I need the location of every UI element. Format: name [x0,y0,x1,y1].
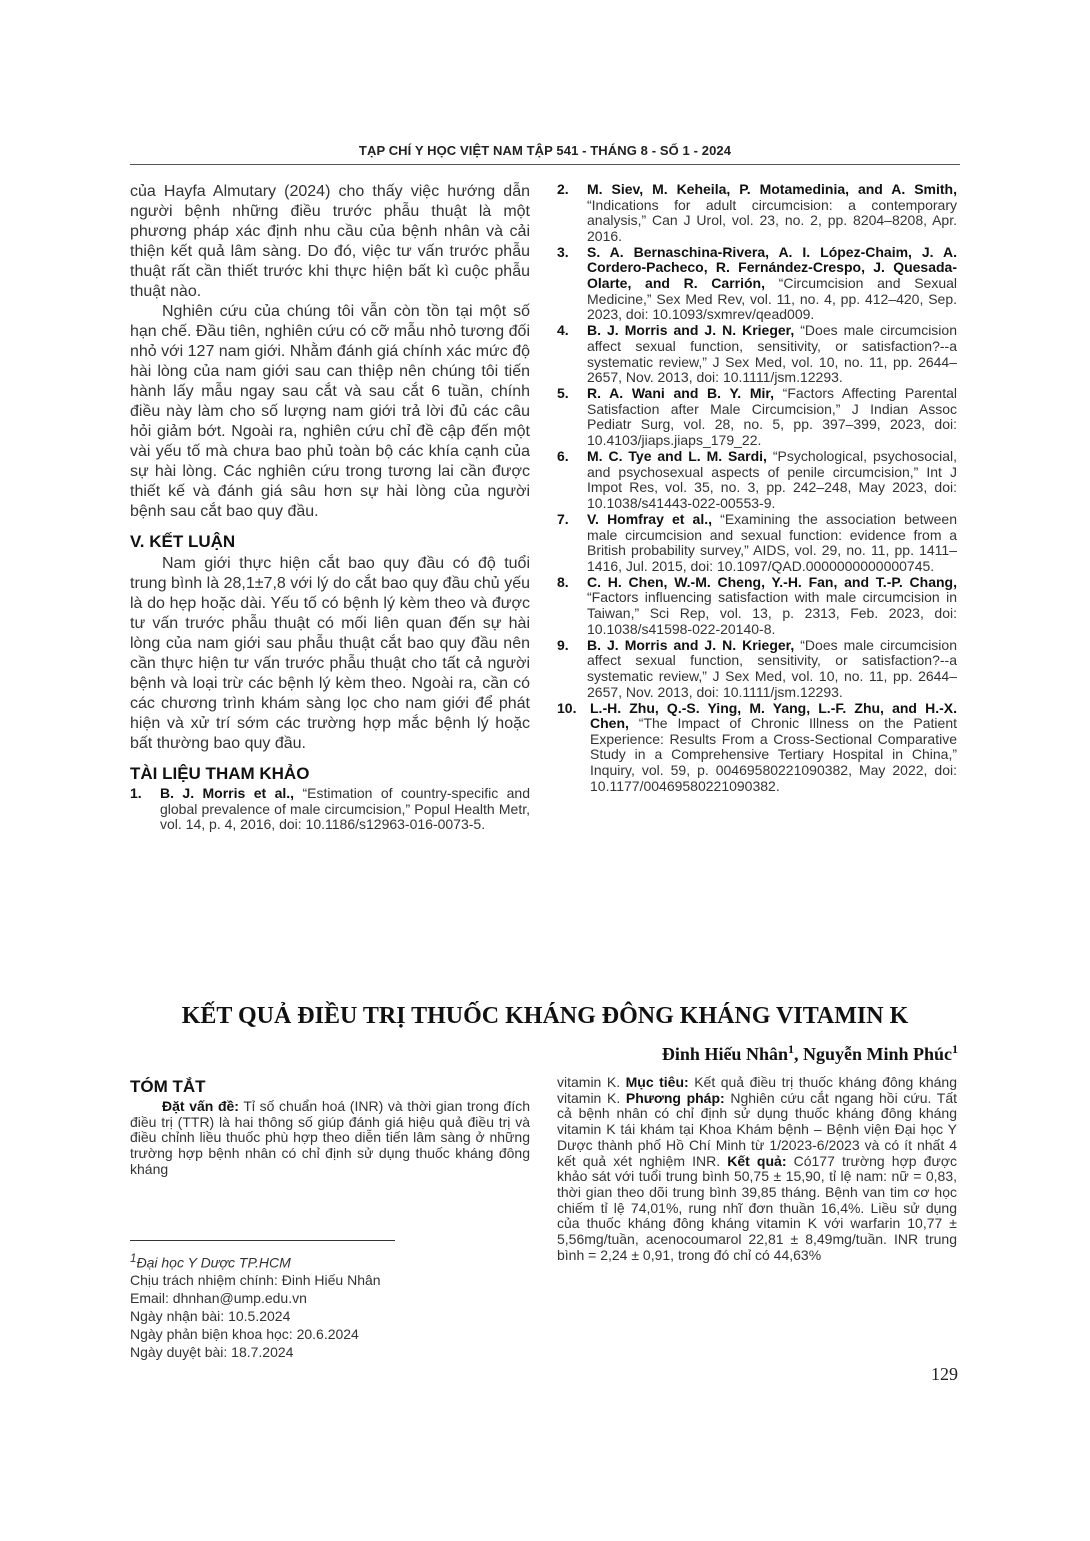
reference-list-left [130,786,530,833]
reference-number: 2. [557,181,569,197]
reference-authors: M. Siev, M. Keheila, P. Motamedinia, and A. Smith, [587,181,957,197]
reference-list-right [557,182,957,794]
reference-authors: V. Homfray et al., [587,510,713,527]
body-paragraph-2: Nghiên cứu của chúng tôi vẫn còn tồn tại một số hạn chế. Đầu tiên, nghiên cứu có cỡ mẫu nhỏ tương đối nhỏ với 127 nam giới. Nhằm đánh giá chính xác mức độ hài lòng của nam giới sau can thiệp nên chúng tôi tiến hành lấy mẫu ngay sau cắt và sau cắt 6 tuần, chính điều này làm cho số lượng nam giới trả lời đủ các câu hỏi giảm bớt. Ngoài ra, nghiên cứu chỉ đề cập đến một vài yếu tố mà chưa bao phủ toàn bộ các khía cạnh của sự hài lòng. Các nghiên cứu trong tương lai cần được thiết kế và đánh giá sâu hơn sự hài lòng của người bệnh sau cắt bao quy đầu. [130,303,530,520]
footnote-received: Ngày nhận bài: 10.5.2024 [130,1308,291,1325]
abstract-left [130,1077,530,1178]
reference-number: 3. [557,243,569,260]
abstract-text: vitamin K. [557,1074,626,1090]
reference-authors: B. J. Morris and J. N. Krieger, [587,322,795,339]
reference-item [557,575,957,637]
abstract-label: Phương pháp: [625,1089,725,1106]
body-paragraph-1: của Hayfa Almutary (2024) cho thấy việc hướng dẫn người bệnh những điều trước phẫu thuật là một phương pháp xác định nhu cầu của bệnh nhân và cải thiện kết quả lâm sàng. Do đó, việc tư vấn trước phẫu thuật rất cần thiết trước khi thực hiện bất kì cuộc phẫu thuật nào. [130,183,530,300]
reference-text: “The Impact of Chronic Illness on the Patient Experience: Results From a Cross-Sectional Comparative Study in a Comprehensive Tertiary Hospital in China,” Inquiry, vol. 59, p. 00469580221090382, May 2022, doi: 10.1177/00469580221090382. [590,715,957,794]
abstract-paragraph-start [130,1099,530,1178]
abstract-right [557,1075,957,1263]
page-number: 129 [931,1364,958,1384]
reference-text: “Does male circumcision affect sexual function, sensitivity, or satisfaction?--a systematic review,” J Sex Med, vol. 10, no. 11, pp. 2644–2657, Nov. 2013, doi: 10.1111/jsm.12293. [587,322,957,386]
reference-authors: B. J. Morris and J. N. Krieger, [587,636,795,653]
conclusion-heading: V. KẾT LUẬN [130,532,236,551]
author-affiliation-mark: 1 [787,1042,794,1056]
abstract-text: Tỉ số chuẩn hoá (INR) và thời gian trong đích điều trị (TTR) là hai thông số giúp đánh giá hiệu quả điều trị và điều chỉnh liều thuốc phù hợp theo diễn tiến lâm sàng ở những trường hợp bệnh nhân có chỉ định sử dụng thuốc kháng đông kháng [130,1098,530,1177]
reference-item [557,449,957,511]
article-title: KẾT QUẢ ĐIỀU TRỊ THUỐC KHÁNG ĐÔNG KHÁNG VITAMIN K [181,1003,909,1029]
footnote-email: Email: dhnhan@ump.edu.vn [130,1290,307,1307]
header-rule [130,164,960,165]
reference-item [557,386,957,448]
abstract-label: Mục tiêu: [625,1074,689,1090]
author-name: Đinh Hiếu Nhân [661,1044,788,1064]
reference-item [557,638,957,700]
left-column [130,182,530,833]
footnote-affiliation [130,1250,530,1272]
abstract-label: Kết quả: [727,1152,787,1169]
reference-item [557,701,957,795]
reference-text: “Does male circumcision affect sexual function, sensitivity, or satisfaction?--a systematic review,” J Sex Med, vol. 10, no. 11, pp. 2644–2657, Nov. 2013, doi: 10.1111/jsm.12293. [587,636,957,700]
reference-number: 4. [557,322,569,339]
reference-authors: B. J. Morris et al., [160,785,295,801]
right-column [557,182,957,795]
reference-text: “Factors influencing satisfaction with male circumcision in Taiwan,” Sci Rep, vol. 13, p. 2313, Feb. 2023, doi: 10.1038/s41598-022-20140-8. [587,589,957,637]
author-separator: , [793,1044,803,1064]
reference-text: “Psychological, psychosocial, and psychosexual aspects of penile circumcision,” Int J Impot Res, vol. 35, no. 3, pp. 242–248, May 2023, doi: 10.1038/s41443-022-00553-9. [587,448,957,511]
reference-number: 7. [557,510,569,527]
reference-number: 9. [557,636,569,653]
reference-number: 8. [557,573,569,590]
references-heading: TÀI LIỆU THAM KHẢO [130,764,310,783]
author-affiliation-mark: 1 [952,1042,958,1056]
reference-number: 6. [557,448,569,465]
reference-authors: C. H. Chen, W.-M. Cheng, Y.-H. Fan, and T.-P. Chang, [587,573,957,590]
reference-item [557,512,957,574]
reference-number: 1. [130,785,142,801]
reference-text: “Circumcision and Sexual Medicine,” Sex Med Rev, vol. 11, no. 4, pp. 412–420, Sep. 2023, doi: 10.1093/sxmrev/qead009. [587,275,957,323]
conclusion-paragraph: Nam giới thực hiện cắt bao quy đầu có độ tuổi trung bình là 28,1±7,8 với lý do cắt bao quy đầu chủ yếu là do hẹp hoặc dài. Yếu tố có bệnh lý kèm theo và được tư vấn trước phẫu thuật có mối liên quan đến sự hài lòng của nam giới sau phẫu thuật cắt bao quy đầu nên cần thực hiện tư vấn trước phẫu thuật cho tất cả người bệnh và loại trừ các bệnh lý kèm theo. Ngoài ra, cần có các chương trình khám sàng lọc cho nam giới để phát hiện và xử trí sớm các trường hợp mắc bệnh lý hoặc bất thường bao quy đầu. [130,555,530,752]
abstract-text: Nghiên cứu cắt ngang hồi cứu. Tất cả bệnh nhân có chỉ định sử dụng thuốc kháng đông kháng vitamin K tái khám tại Khoa Khám bệnh – Bệnh viện Đại học Y Dược thành phố Hồ Chí Minh từ 1/2023-6/2023 và có ít nhất 4 kết quả xét nghiệm INR. [557,1089,957,1169]
reference-number: 10. [557,699,577,716]
affiliation-text: Đại học Y Dược TP.HCM [136,1254,291,1271]
footnote-rule [130,1240,395,1241]
footnote-responsible: Chịu trách nhiệm chính: Đinh Hiếu Nhân [130,1272,381,1289]
summary-heading: TÓM TẮT [130,1077,206,1096]
affiliation-mark: 1 [130,1252,137,1265]
footnote-reviewed: Ngày phản biện khoa học: 20.6.2024 [130,1325,359,1342]
journal-header: TẠP CHÍ Y HỌC VIỆT NAM TẬP 541 - THÁNG 8 - SỐ 1 - 2024 [358,143,732,158]
reference-authors: R. A. Wani and B. Y. Mir, [587,385,774,402]
reference-item [557,323,957,385]
article-authors [662,1042,958,1065]
reference-text: “Estimation of country-specific and global prevalence of male circumcision,” Popul Health Metr, vol. 14, p. 4, 2016, doi: 10.1186/s12963-016-0073-5. [160,785,530,833]
reference-item [557,245,957,323]
abstract-text: Có177 trường hợp được khảo sát với tuổi trung bình 50,75 ± 15,90, tỉ lệ nam: nữ = 0,83, thời gian theo dõi trung bình 39,85 tháng. Bệnh van tim cơ học chiếm tỉ lệ 74,01%, rung nhĩ đơn thuần 16,4%. Liều sử dụng của thuốc kháng đông kháng vitamin K với warfarin 10,77 ± 5,56mg/tuần, acenocoumarol 22,81 ± 8,49mg/tuần. INR trung bình = 2,24 ± 0,91, trong đó chỉ có 44,63% [557,1152,957,1263]
reference-text: “Factors Affecting Parental Satisfaction after Male Circumcision,” J Indian Assoc Pediatr Surg, vol. 28, no. 5, pp. 397–399, 2023, doi: 10.4103/jiaps.jiaps_179_22. [587,385,957,448]
author-name: Nguyễn Minh Phúc [802,1044,952,1064]
reference-item [557,182,957,244]
footnote [130,1250,530,1361]
abstract-text: Kết quả điều trị thuốc kháng đông kháng vitamin K. [557,1074,957,1106]
footnote-accepted: Ngày duyệt bài: 18.7.2024 [130,1343,294,1360]
reference-text: “Indications for adult circumcision: a contemporary analysis,” Can J Urol, vol. 23, no. 2, pp. 8204–8208, Apr. 2016. [587,196,957,244]
reference-number: 5. [557,385,569,402]
reference-authors: S. A. Bernaschina-Rivera, A. I. López-Chaim, J. A. Cordero-Pacheco, R. Fernández-Crespo, J. Quesada-Olarte, and R. Carrión, [587,243,957,292]
reference-authors: L.-H. Zhu, Q.-S. Ying, M. Yang, L.-F. Zhu, and H.-X. Chen, [590,699,957,732]
abstract-label: Đặt vấn đề: [162,1098,239,1114]
reference-item [130,786,530,833]
abstract-paragraph-continued [557,1075,957,1263]
reference-authors: M. C. Tye and L. M. Sardi, [587,448,767,465]
reference-text: “Examining the association between male circumcision and sexual function: evidence from a British probability survey,” AIDS, vol. 29, no. 11, pp. 1411–1416, Jul. 2015, doi: 10.1097/QAD.0000000000000745. [587,510,957,574]
